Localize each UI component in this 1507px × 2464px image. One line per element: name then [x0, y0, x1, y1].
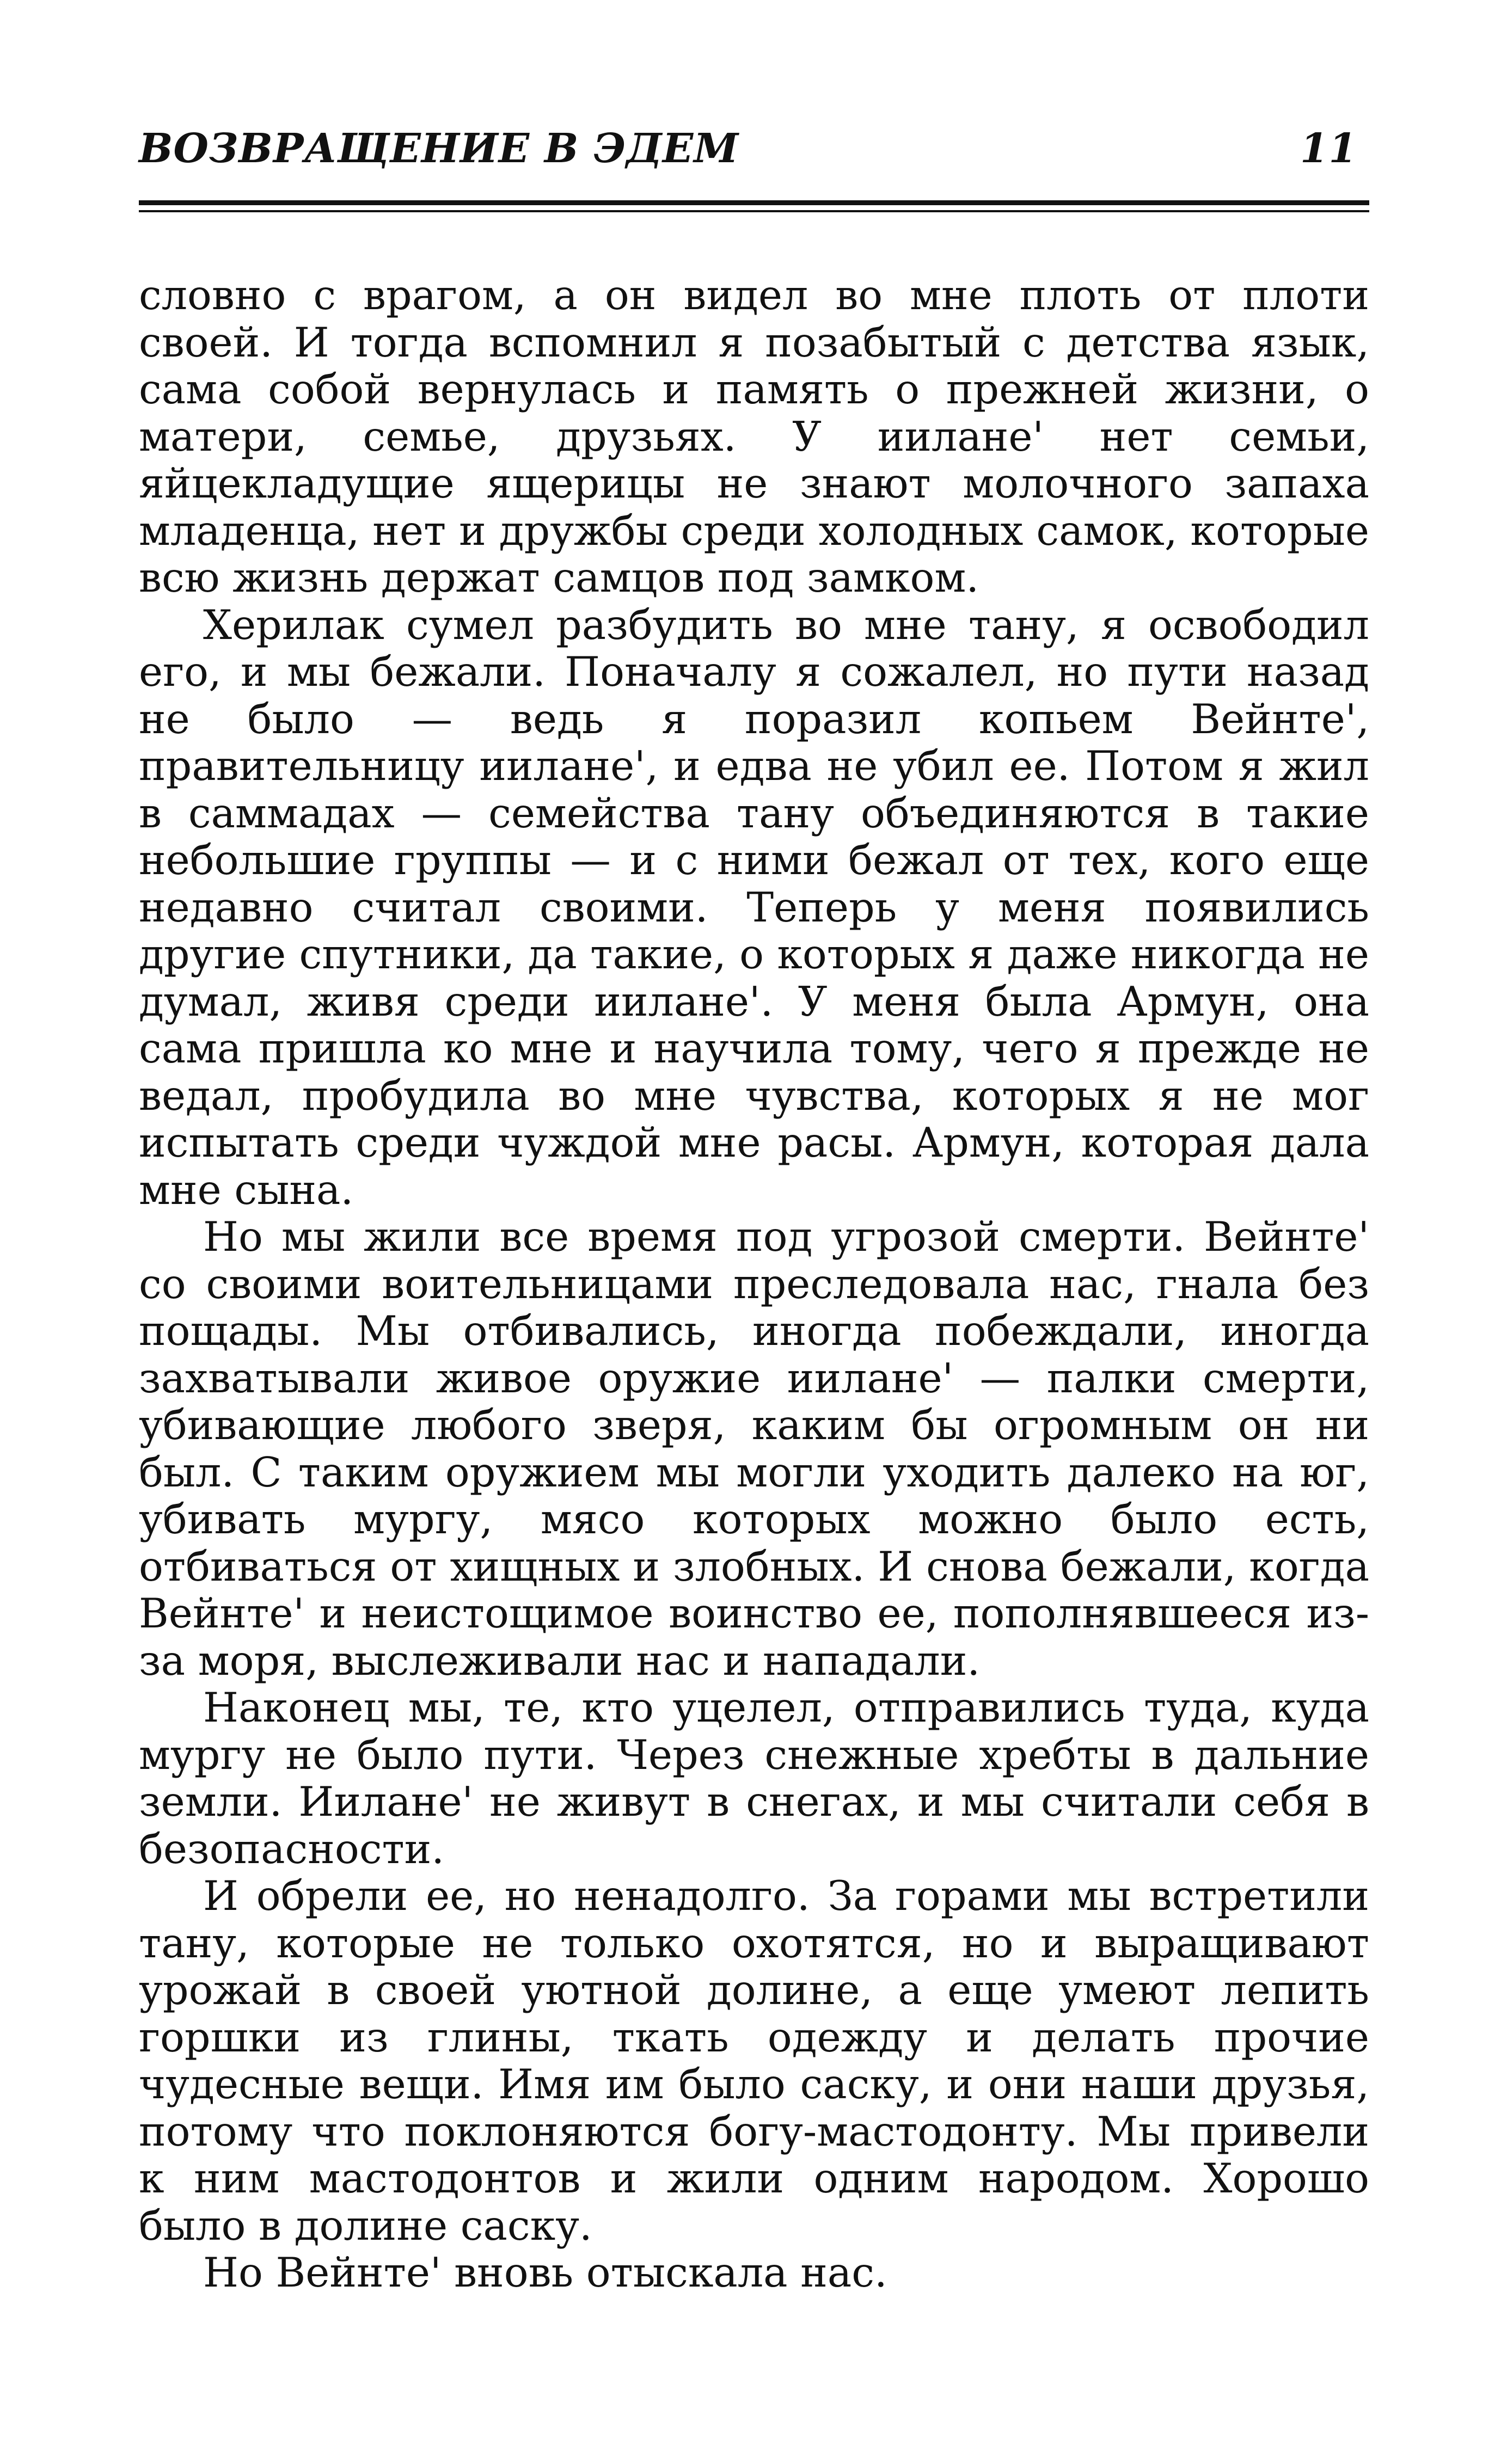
paragraph-6: Но Вейнте' вновь отыскала нас.	[203, 2249, 887, 2296]
paragraph-5: И обрели ее, но ненадолго. За горами мы встретили тану, которые не только охотятся, но и выращивают урожай в своей уютной долине, а еще умеют лепить горшки из глины, ткать одежду и делать прочие чудесные вещи. Имя им было саску, и они наши друзья, потому что поклоняются богу-мастодонту. Мы привели к ним мастодонтов и жили одним народом. Хорошо было в долине саску.	[139, 1872, 1369, 2250]
body-text	[139, 272, 1369, 2297]
paragraph-2: Херилак сумел разбудить во мне тану, я освободил его, и мы бежали. Поначалу я сожалел, но пути назад не было — ведь я поразил копьем Вейнте', правительницу иилане', и едва не убил ее. Потом я жил в саммадах — семейства тану объединяются в такие небольшие группы — и с ними бежал от тех, кого еще недавно считал своими. Теперь у меня появились другие спутники, да такие, о которых я даже никогда не думал, живя среди иилане'. У меня была Армун, она сама пришла ко мне и научила тому, чего я прежде не ведал, пробудила во мне чувства, которых я не мог испытать среди чуждой мне расы. Армун, которая дала мне сына.	[139, 601, 1369, 1214]
paragraph-4: Наконец мы, те, кто уцелел, отправились туда, куда мургу не было пути. Через снежные хребты в дальние земли. Иилане' не живут в снегах, и мы считали себя в безопасности.	[139, 1684, 1369, 1873]
paragraph-1: словно с врагом, а он видел во мне плоть от плоти своей. И тогда вспомнил я позабытый с детства язык, сама собой вернулась и память о прежней жизни, о матери, семье, друзьях. У иилане' нет семьи, яйцекладущие ящерицы не знают молочного запаха младенца, нет и дружбы среди холодных самок, которые всю жизнь держат самцов под замком.	[139, 272, 1369, 601]
book-title: ВОЗВРАЩЕНИЕ В ЭДЕМ	[139, 125, 739, 172]
paragraph-3: Но мы жили все время под угрозой смерти. Вейнте' со своими воительницами преследовала нас, гнала без пощады. Мы отбивались, иногда побеждали, иногда захватывали живое оружие иилане' — палки смерти, убивающие любого зверя, каким бы огромным он ни был. С таким оружием мы могли уходить далеко на юг, убивать мургу, мясо которых можно было есть, отбиваться от хищных и злобных. И снова бежали, когда Вейнте' и неистощимое воинство ее, пополнявшееся из-за моря, выслеживали нас и нападали.	[139, 1213, 1369, 1685]
book-page	[139, 109, 1369, 2297]
page-number: 11	[1300, 125, 1357, 172]
running-header	[139, 109, 1369, 172]
header-rule-thick	[139, 200, 1369, 205]
header-rule-thin	[139, 210, 1369, 212]
